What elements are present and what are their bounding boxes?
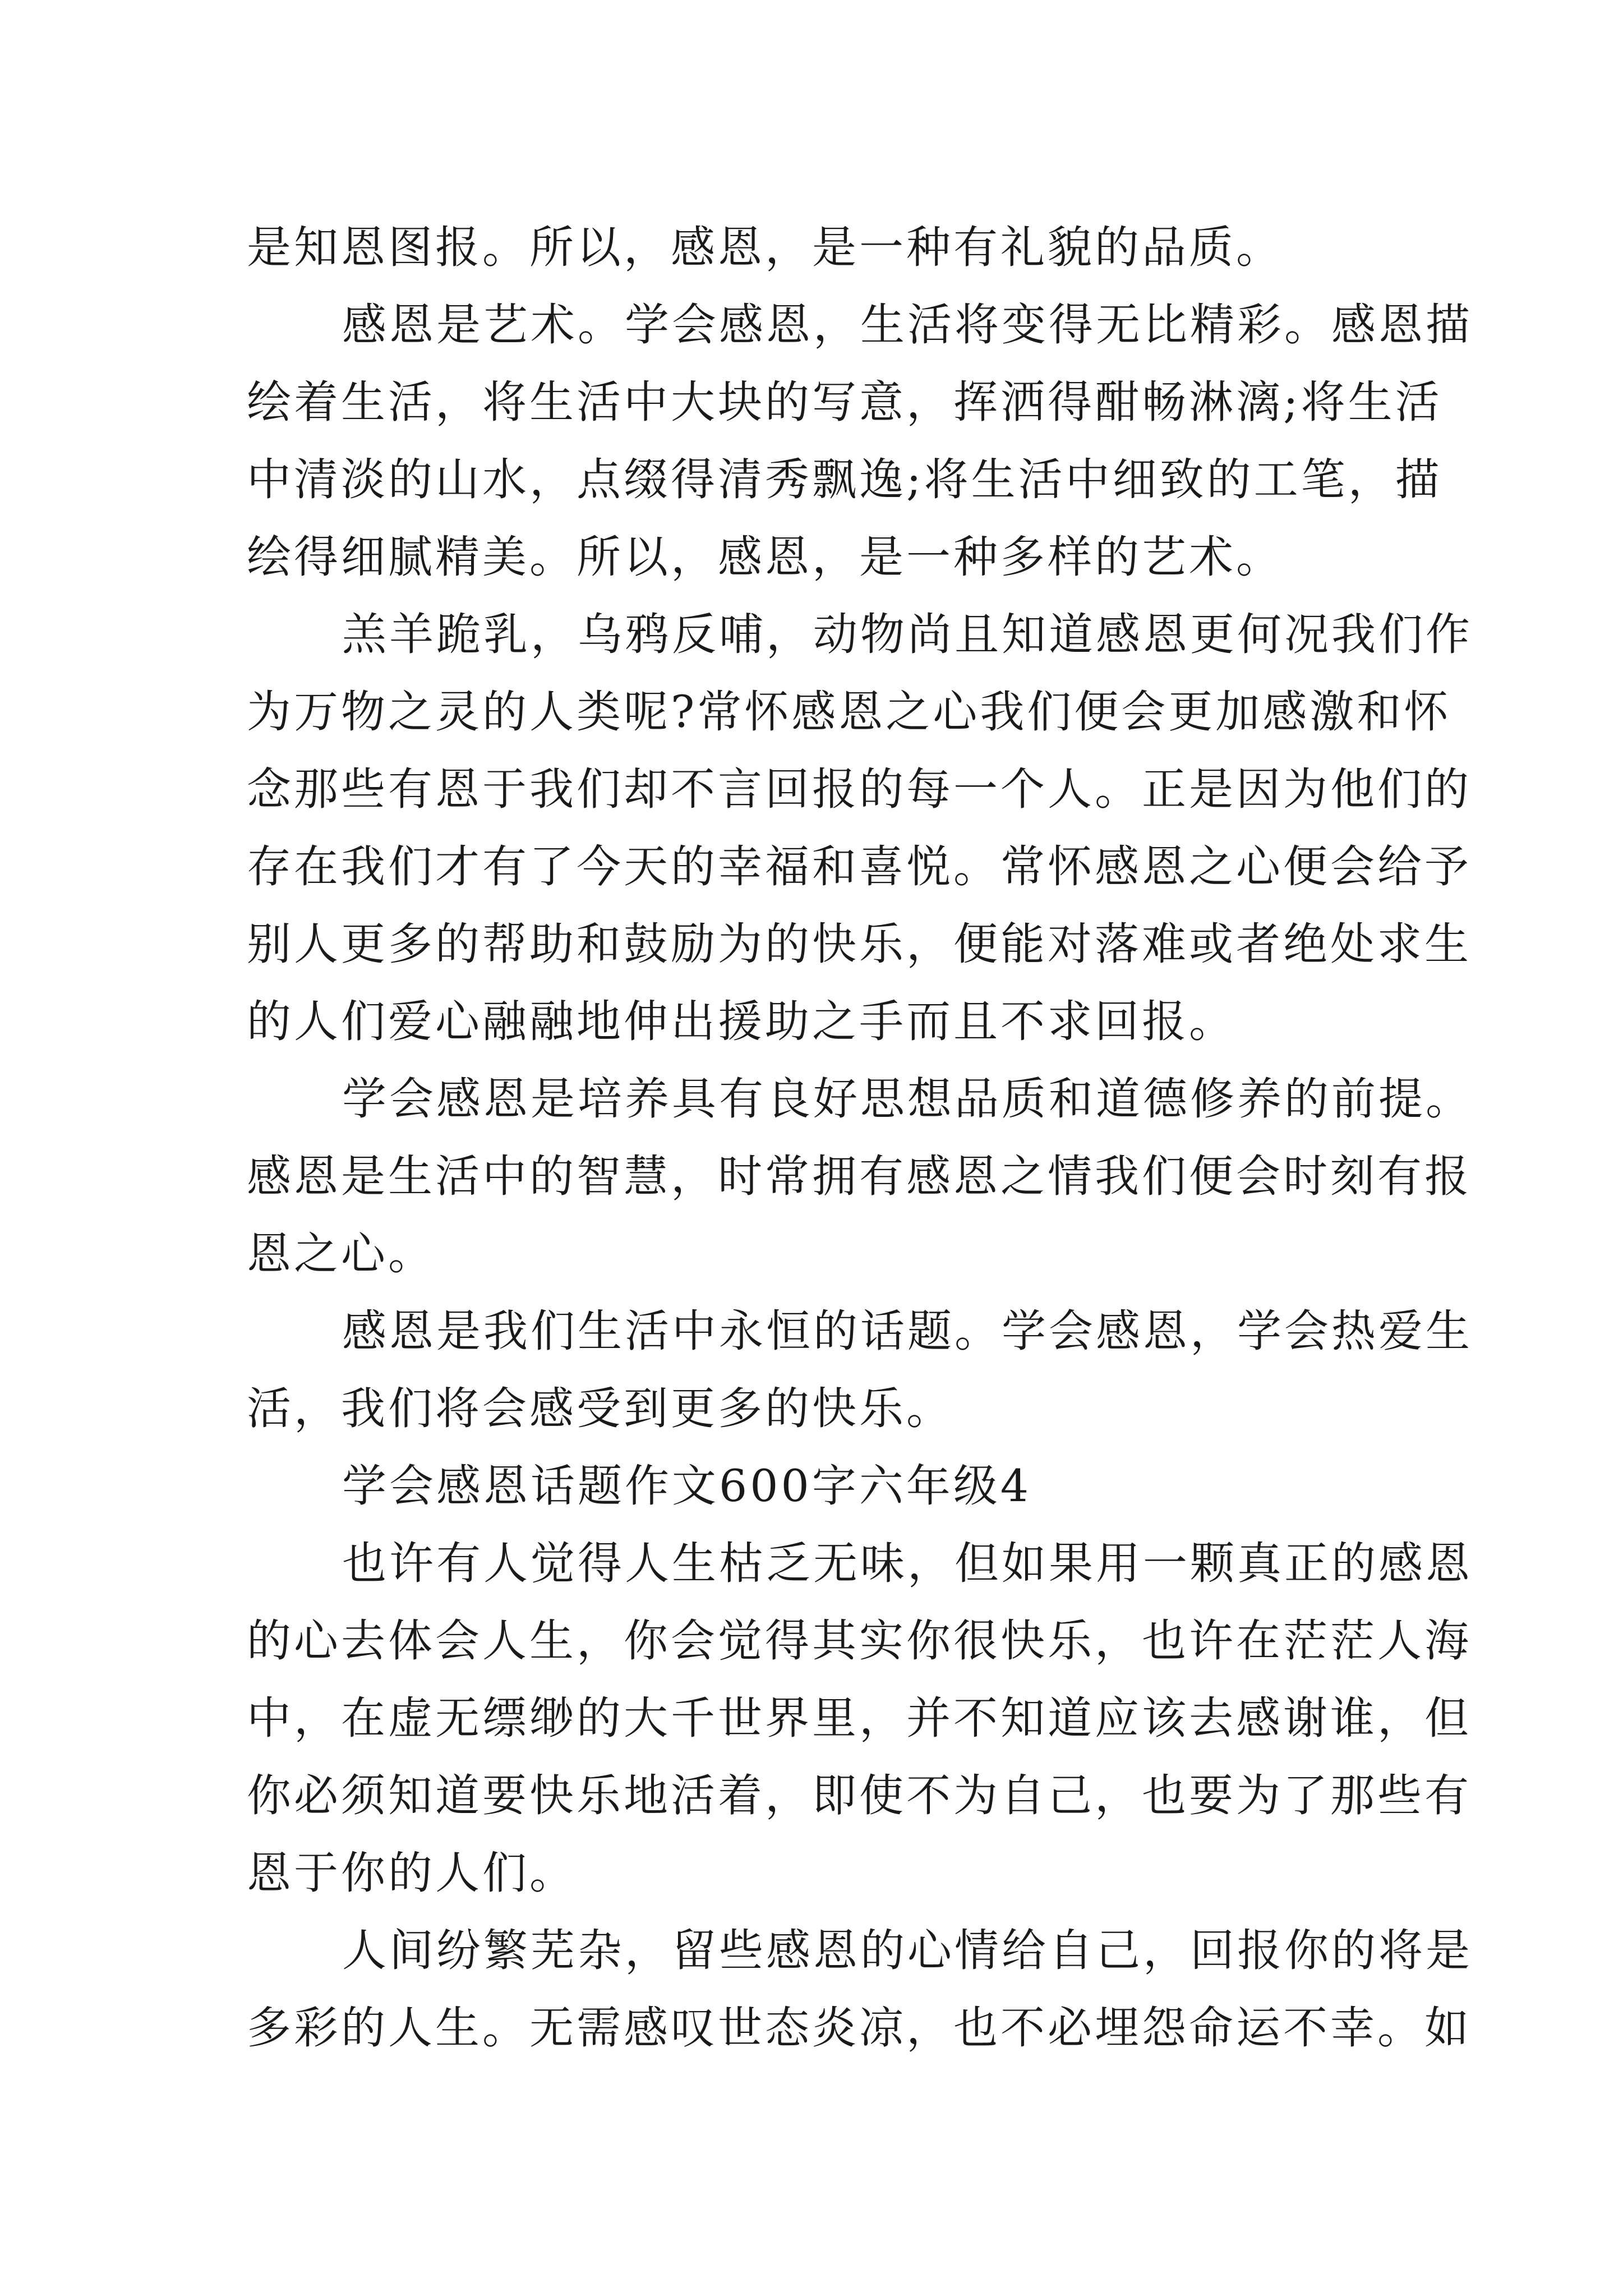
paragraph-start-line: 学会感恩是培养具有良好思想品质和道德修养的前提。 [342, 1073, 1473, 1125]
paragraph-start-line: 感恩是我们生活中永恒的话题。学会感恩，学会热爱生 [342, 1305, 1473, 1357]
text-line: 绘着生活，将生活中大块的写意，挥洒得酣畅淋漓;将生活 [247, 376, 1442, 428]
text-line: 为万物之灵的人类呢?常怀感恩之心我们便会更加感激和怀 [247, 686, 1451, 738]
text-line: 存在我们才有了今天的幸福和喜悦。常怀感恩之心便会给予 [247, 841, 1472, 892]
text-line: 的心去体会人生，你会觉得其实你很快乐，也许在茫茫人海 [247, 1615, 1472, 1667]
text-line: 恩于你的人们。 [247, 1847, 577, 1899]
paragraph-start-line: 感恩是艺术。学会感恩，生活将变得无比精彩。感恩描 [342, 299, 1473, 351]
text-line: 别人更多的帮助和鼓励为的快乐，便能对落难或者绝处求生 [247, 918, 1472, 970]
text-line: 绘得细腻精美。所以，感恩，是一种多样的艺术。 [247, 531, 1283, 583]
paragraph-start-line: 也许有人觉得人生枯乏无味，但如果用一颗真正的感恩 [342, 1538, 1473, 1589]
section-heading: 学会感恩话题作文600字六年级4 [342, 1460, 1032, 1512]
text-line: 是知恩图报。所以，感恩，是一种有礼貌的品质。 [247, 222, 1283, 273]
text-line: 感恩是生活中的智慧，时常拥有感恩之情我们便会时刻有报 [247, 1151, 1472, 1202]
text-line: 恩之心。 [247, 1228, 435, 1280]
text-line: 多彩的人生。无需感叹世态炎凉，也不必埋怨命运不幸。如 [247, 2002, 1472, 2054]
text-line: 的人们爱心融融地伸出援助之手而且不求回报。 [247, 996, 1236, 1047]
paragraph-start-line: 人间纷繁芜杂，留些感恩的心情给自己，回报你的将是 [342, 1925, 1473, 1976]
text-line: 活，我们将会感受到更多的快乐。 [247, 1383, 953, 1434]
text-line: 念那些有恩于我们却不言回报的每一个人。正是因为他们的 [247, 763, 1472, 815]
paragraph-start-line: 羔羊跪乳，乌鸦反哺，动物尚且知道感恩更何况我们作 [342, 609, 1473, 660]
text-line: 你必须知道要快乐地活着，即使不为自己，也要为了那些有 [247, 1770, 1472, 1821]
text-line: 中，在虚无缥缈的大千世界里，并不知道应该去感谢谁，但 [247, 1692, 1472, 1744]
text-line: 中清淡的山水，点缀得清秀飘逸;将生活中细致的工笔，描 [247, 454, 1442, 505]
body-text [247, 209, 1473, 2067]
